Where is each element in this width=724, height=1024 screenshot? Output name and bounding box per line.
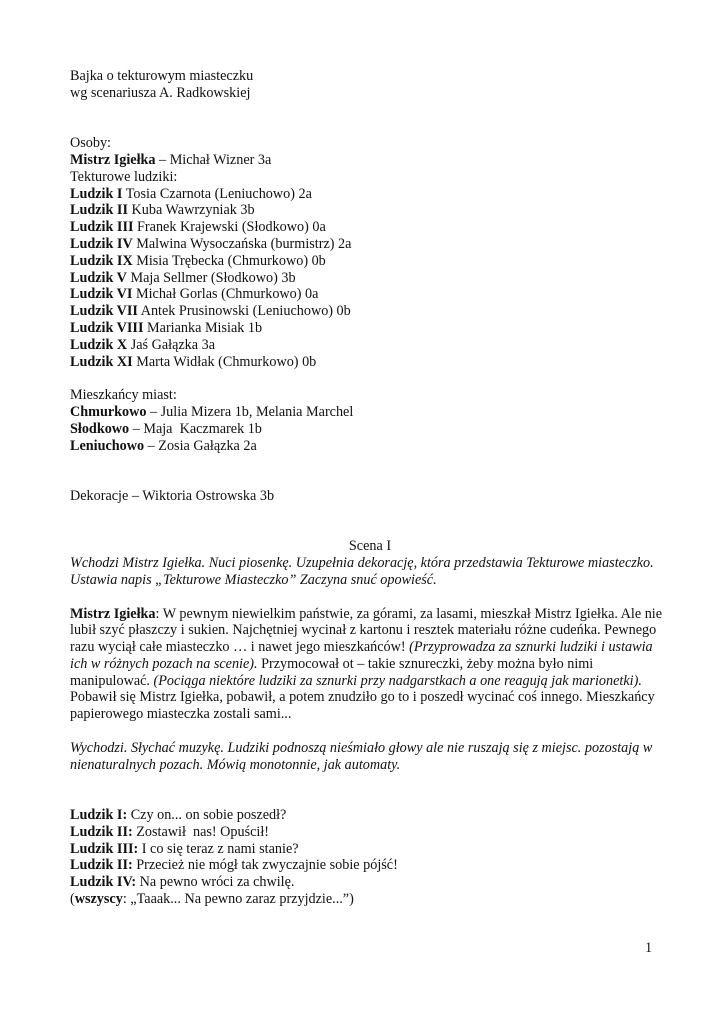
figure-entry — [70, 337, 670, 354]
figure-entry-text: Misia Trębecka (Chmurkowo) 0b — [132, 252, 326, 269]
dialogue-line — [70, 824, 670, 841]
dialogue-line-text: Przecież nie mógł tak zwyczajnie sobie pójść! — [132, 857, 398, 874]
dialogue-line-text: Zostawił nas! Opuścił! — [132, 823, 270, 840]
figure-entry — [70, 253, 670, 270]
figure-entry-label: Ludzik II — [70, 202, 128, 219]
dialogue-line-label: Ludzik IV: — [70, 874, 137, 891]
title-line-1: Bajka o tekturowym miasteczku — [70, 68, 254, 84]
dialogue-line — [70, 874, 670, 891]
actor-name: – Michał Wizner 3a — [155, 151, 272, 168]
figure-entry-text: Franek Krajewski (Słodkowo) 0a — [133, 219, 326, 236]
resident-entry-label: Leniuchowo — [70, 437, 145, 454]
figure-entry-text: Maja Sellmer (Słodkowo) 3b — [126, 269, 296, 286]
residents-heading: Mieszkańcy miast: — [70, 387, 177, 404]
figure-entry-text: Tosia Czarnota (Leniuchowo) 2a — [122, 185, 312, 202]
dialogue-line-label: Ludzik III: — [70, 840, 139, 857]
cast-master — [70, 152, 670, 169]
stage-direction-2: Wychodzi. Słychać muzykę. Ludziki podnoszą nieśmiało głowy ale nie ruszają się z miejsc. pozostają w nienaturalnych pozach. Mówią monotonnie, jak automaty. — [70, 739, 653, 773]
figure-entry-label: Ludzik VII — [70, 303, 138, 320]
figure-entry-label: Ludzik X — [70, 336, 128, 353]
resident-entry-label: Chmurkowo — [70, 403, 147, 420]
resident-entry-text: – Maja Kaczmarek 1b — [129, 420, 262, 437]
figure-entry-text: Kuba Wawrzyniak 3b — [127, 202, 255, 219]
dialogue-line-label: Ludzik II: — [70, 823, 133, 840]
figure-entry — [70, 286, 670, 303]
dialogue-list — [70, 807, 670, 891]
speaker-name: Mistrz Igiełka — [70, 605, 156, 622]
stage-direction-1: Wchodzi Mistrz Igiełka. Nuci piosenkę. Uzupełnia dekorację, która przedstawia Tekturowe miasteczko. Ustawia napis „Tekturowe Miasteczko” Zaczyna snuć opowieść. — [70, 555, 654, 588]
dialogue-line — [70, 857, 670, 874]
scene-title: Scena I — [348, 538, 392, 555]
dialogue-line-text: Czy on... on sobie poszedł? — [127, 807, 287, 824]
resident-entry-text: – Julia Mizera 1b, Melania Marchel — [146, 403, 354, 420]
figure-entry-label: Ludzik I — [70, 185, 123, 202]
figure-entry — [70, 219, 670, 236]
resident-entry — [70, 438, 670, 455]
figures-heading: Tekturowe ludziki: — [70, 168, 178, 185]
figure-entry-label: Ludzik III — [70, 219, 134, 236]
figure-entry-label: Ludzik VIII — [70, 319, 144, 336]
figure-entry — [70, 354, 670, 371]
page-number: 1 — [645, 940, 653, 956]
figure-entry — [70, 320, 670, 337]
residents-list — [70, 404, 670, 454]
dialogue-line-label: Ludzik I: — [70, 807, 128, 824]
resident-entry-label: Słodkowo — [70, 420, 130, 437]
narration-paragraph: Mistrz Igiełka: W pewnym niewielkim państwie, za górami, za lasami, mieszkał Mistrz Igiełka. Ale nie lubił szyć płaszczy i sukien. Najchętniej wycinał z kartonu i resztek materiału różne cudeńka. Pewnego razu wyciął całe miasteczko … i nawet jego mieszkańców! (Przyprowadza za sznurki ludziki i ustawia ich w różnych pozach na scenie). Przymocował ot – takie sznureczki, żeby można było nimi manipulować. (Pociąga niektóre ludziki za sznurki przy nadgarstkach a one reagują jak marionetki). Pobawił się Mistrz Igiełka, pobawił, a potem znudziło go to i poszedł wycinać coś innego. Mieszkańcy papierowego miasteczka zostali sami... — [70, 605, 663, 723]
figure-entry-text: Marianka Misiak 1b — [143, 319, 263, 336]
figure-entry-label: Ludzik IV — [70, 235, 133, 252]
document-page — [70, 68, 670, 908]
figure-entry-text: Marta Widłak (Chmurkowo) 0b — [132, 353, 317, 370]
figure-entry-label: Ludzik V — [70, 269, 127, 286]
figure-entry-label: Ludzik XI — [70, 353, 133, 370]
figure-entry — [70, 202, 670, 219]
role-name: Mistrz Igiełka — [70, 151, 156, 168]
resident-entry — [70, 404, 670, 421]
figure-entry — [70, 236, 670, 253]
figure-entry-label: Ludzik IX — [70, 252, 133, 269]
figure-entry-text: Jaś Gałązka 3a — [127, 336, 216, 353]
title-line-2: wg scenariusza A. Radkowskiej — [70, 84, 251, 101]
resident-entry — [70, 421, 670, 438]
figure-entry-label: Ludzik VI — [70, 286, 133, 303]
cast-heading: Osoby: — [70, 135, 111, 152]
dialogue-line-text: I co się teraz z nami stanie? — [138, 840, 299, 857]
dialogue-line — [70, 807, 670, 824]
figure-entry-text: Michał Gorlas (Chmurkowo) 0a — [132, 286, 319, 303]
figure-entry — [70, 270, 670, 287]
dialogue-line — [70, 841, 670, 858]
figure-entry-text: Malwina Wysoczańska (burmistrz) 2a — [132, 235, 352, 252]
decorations-credit: Dekoracje – Wiktoria Ostrowska 3b — [70, 487, 275, 504]
figures-list — [70, 186, 670, 371]
chorus-line: (wszyscy: „Taaak... Na pewno zaraz przyjdzie...”) — [70, 891, 354, 908]
resident-entry-text: – Zosia Gałązka 2a — [144, 437, 257, 454]
figure-entry — [70, 303, 670, 320]
figure-entry — [70, 186, 670, 203]
figure-entry-text: Antek Prusinowski (Leniuchowo) 0b — [137, 303, 351, 320]
dialogue-line-label: Ludzik II: — [70, 857, 133, 874]
dialogue-line-text: Na pewno wróci za chwilę. — [136, 874, 295, 891]
